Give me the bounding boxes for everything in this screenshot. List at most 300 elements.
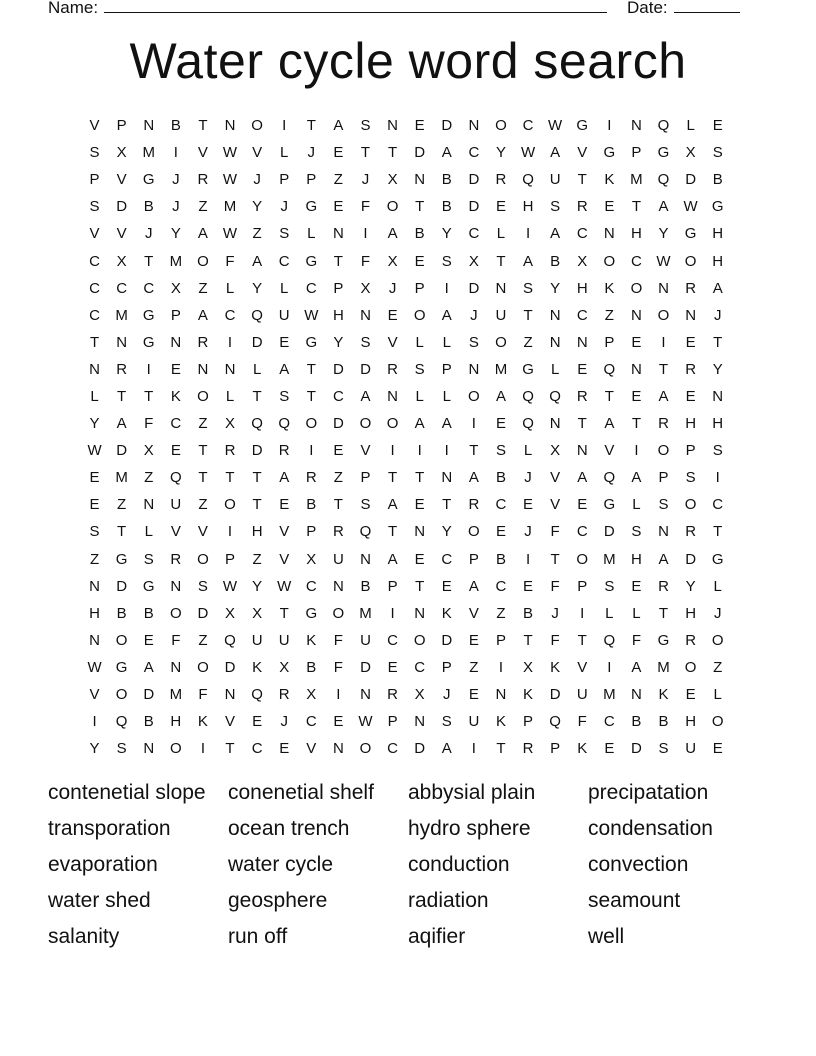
grid-letter: H [170,713,182,731]
word-list-item: seamount [588,889,681,912]
grid-letter: N [332,740,344,758]
grid-letter: S [143,550,154,568]
grid-letter: T [89,333,100,351]
grid-letter: X [116,252,127,270]
grid-letter: A [252,252,263,270]
grid-letter: T [658,604,669,622]
grid-letter: L [280,279,289,297]
grid-letter: L [144,523,153,541]
grid-letter: F [550,631,560,649]
grid-letter: I [363,225,368,243]
grid-letter: O [576,550,589,568]
grid-letter: Y [252,198,263,216]
grid-letter: T [658,360,669,378]
grid-letter: W [222,225,238,243]
grid-letter: B [441,198,452,216]
grid-letter: R [576,387,588,405]
grid-row [81,654,731,681]
grid-letter: T [604,387,614,405]
grid-letter: R [576,198,588,216]
grid-letter: R [197,333,209,351]
grid-letter: Q [115,713,128,731]
grid-letter: U [468,713,480,731]
grid-letter: X [414,686,425,704]
grid-letter: B [360,577,371,595]
grid-row [81,627,731,654]
grid-letter: W [277,577,292,595]
name-blank-line [104,0,607,13]
grid-letter: C [89,306,100,324]
grid-letter: D [197,604,209,622]
grid-letter: X [685,144,696,162]
grid-letter: E [387,658,398,676]
grid-letter: I [471,740,476,758]
grid-letter: D [251,442,263,460]
grid-letter: O [657,442,670,460]
grid-letter: V [550,469,561,487]
grid-letter: Z [469,658,479,676]
grid-letter: O [468,523,480,541]
letter-grid [81,112,731,762]
grid-letter: N [89,360,100,378]
grid-letter: A [333,117,344,135]
grid-letter: M [142,144,155,162]
grid-letter: Z [198,415,208,433]
grid-row [81,329,731,356]
grid-letter: A [441,740,452,758]
grid-letter: A [550,225,561,243]
grid-letter: V [116,225,127,243]
grid-letter: Y [441,225,452,243]
grid-letter: Z [333,171,343,189]
grid-row [81,546,731,573]
grid-letter: N [576,333,588,351]
grid-letter: Q [359,523,372,541]
grid-letter: E [495,523,506,541]
grid-letter: Y [252,577,263,595]
grid-letter: G [684,225,697,243]
grid-letter: B [495,469,506,487]
grid-letter: N [387,387,398,405]
grid-letter: A [414,415,425,433]
date-field [627,0,740,18]
grid-letter: Z [333,469,343,487]
grid-letter: W [222,171,238,189]
grid-letter: E [523,577,534,595]
grid-letter: J [172,171,180,189]
grid-letter: L [442,333,451,351]
grid-letter: X [387,252,398,270]
word-list-item: water shed [48,889,151,912]
grid-letter: S [197,577,208,595]
grid-letter: Y [333,333,344,351]
grid-letter: T [252,387,262,405]
grid-letter: T [144,252,154,270]
grid-letter: H [89,604,100,622]
grid-letter: V [116,171,127,189]
grid-letter: O [251,117,263,135]
grid-letter: E [468,686,479,704]
grid-letter: L [686,117,695,135]
grid-letter: A [604,415,615,433]
grid-letter: C [278,252,290,270]
grid-letter: X [279,658,290,676]
grid-letter: P [387,713,398,731]
grid-letter: K [604,171,615,189]
grid-letter: P [333,279,344,297]
grid-letter: I [471,415,476,433]
grid-letter: S [279,225,290,243]
grid-row [81,464,731,491]
grid-letter: F [550,577,560,595]
grid-letter: N [549,415,561,433]
grid-letter: L [415,387,424,405]
grid-letter: J [280,713,288,731]
grid-letter: R [278,686,290,704]
grid-letter: R [116,360,128,378]
grid-letter: C [251,740,263,758]
grid-letter: P [441,360,452,378]
grid-letter: S [523,279,534,297]
grid-letter: L [280,144,289,162]
grid-letter: T [306,387,316,405]
grid-letter: D [224,658,236,676]
grid-letter: V [577,658,588,676]
grid-letter: G [305,604,318,622]
grid-letter: O [684,658,697,676]
grid-letter: V [604,442,615,460]
grid-letter: V [387,333,398,351]
grid-letter: O [197,658,209,676]
grid-letter: E [631,333,642,351]
grid-letter: B [523,604,534,622]
grid-letter: N [414,523,426,541]
grid-letter: A [658,550,669,568]
grid-letter: T [225,469,235,487]
grid-letter: H [522,198,534,216]
grid-letter: B [170,117,181,135]
grid-letter: N [197,360,209,378]
grid-letter: A [631,658,642,676]
grid-letter: A [631,469,642,487]
grid-letter: C [712,496,724,514]
grid-letter: X [468,252,479,270]
grid-letter: P [468,550,479,568]
grid-letter: O [495,117,507,135]
grid-letter: W [304,306,319,324]
grid-letter: P [631,144,642,162]
grid-letter: N [495,279,507,297]
page-title: Water cycle word search [129,33,687,89]
grid-letter: C [305,713,317,731]
grid-letter: N [414,604,426,622]
grid-letter: O [657,306,670,324]
grid-letter: V [306,740,317,758]
grid-letter: N [658,523,669,541]
grid-letter: N [414,171,426,189]
grid-letter: S [89,144,100,162]
grid-letter: F [360,198,371,216]
grid-letter: N [549,333,561,351]
grid-letter: S [631,523,642,541]
grid-letter: V [279,550,290,568]
grid-letter: G [142,333,155,351]
grid-letter: A [577,469,588,487]
grid-letter: I [715,469,720,487]
grid-letter: W [222,577,238,595]
grid-letter: E [712,117,723,135]
grid-letter: A [658,198,669,216]
grid-letter: Q [657,117,670,135]
grid-letter: T [333,496,343,514]
grid-letter: C [170,415,182,433]
grid-letter: H [631,225,642,243]
grid-letter: N [631,686,642,704]
grid-letter: K [170,387,181,405]
grid-letter: X [252,604,263,622]
grid-letter: J [253,171,261,189]
grid-letter: L [225,387,235,405]
grid-letter: O [603,252,616,270]
grid-letter: K [306,631,317,649]
grid-letter: F [631,631,641,649]
grid-letter: E [523,496,534,514]
word-list-item: water cycle [228,853,334,876]
date-blank-line [674,0,740,13]
grid-letter: D [603,523,615,541]
grid-letter: Y [685,577,696,595]
word-list [48,778,788,952]
grid-letter: M [115,469,128,487]
grid-row [81,681,731,708]
grid-letter: B [658,713,669,731]
grid-row [81,247,731,274]
grid-letter: M [169,686,183,704]
grid-row [81,518,731,545]
grid-letter: O [684,252,697,270]
grid-letter: E [279,333,290,351]
grid-letter: N [631,360,642,378]
grid-letter: U [360,631,371,649]
grid-letter: I [525,225,531,243]
grid-letter: N [495,686,507,704]
grid-letter: K [577,740,588,758]
grid-letter: X [523,658,534,676]
grid-letter: W [87,658,102,676]
grid-letter: C [387,740,398,758]
grid-letter: N [712,387,724,405]
grid-letter: C [305,577,317,595]
word-list-item: run off [228,925,288,948]
grid-letter: F [360,252,371,270]
grid-letter: A [441,415,452,433]
grid-letter: D [116,577,128,595]
grid-letter: O [197,252,209,270]
grid-letter: K [604,279,615,297]
word-list-item: condensation [588,817,713,840]
grid-letter: N [631,306,642,324]
grid-letter: E [170,442,181,460]
grid-letter: B [143,604,154,622]
grid-letter: I [390,442,395,460]
grid-letter: C [495,496,507,514]
grid-letter: P [170,306,181,324]
grid-letter: O [224,496,236,514]
word-list-item: well [588,925,625,948]
grid-letter: Z [252,550,262,568]
grid-letter: T [469,442,479,460]
grid-letter: X [225,604,236,622]
grid-letter: D [414,144,426,162]
grid-letter: P [577,577,588,595]
word-list-item: precipatation [588,781,709,804]
grid-letter: W [222,144,238,162]
grid-row [81,166,731,193]
grid-letter: Z [198,279,208,297]
grid-letter: V [197,523,208,541]
grid-letter: T [360,144,371,162]
word-list-item: conenetial shelf [228,781,374,804]
grid-letter: E [414,252,425,270]
grid-letter: D [685,550,697,568]
grid-letter: S [604,577,615,595]
grid-letter: B [550,252,561,270]
grid-letter: V [197,144,208,162]
grid-letter: U [332,550,344,568]
grid-letter: N [170,658,182,676]
grid-letter: C [89,279,100,297]
grid-letter: W [87,442,102,460]
grid-letter: U [278,631,290,649]
grid-letter: W [358,713,373,731]
grid-letter: A [468,577,479,595]
grid-letter: I [92,713,97,731]
grid-letter: G [115,550,128,568]
grid-letter: E [333,198,344,216]
grid-letter: K [441,604,452,622]
grid-letter: I [282,117,287,135]
grid-letter: D [332,360,344,378]
grid-letter: E [577,360,588,378]
grid-letter: C [468,225,480,243]
grid-letter: B [631,713,642,731]
grid-letter: I [607,658,612,676]
grid-letter: J [713,306,722,324]
grid-letter: C [576,306,588,324]
grid-letter: D [468,279,480,297]
grid-letter: U [278,306,290,324]
grid-letter: R [658,577,669,595]
grid-letter: N [332,577,344,595]
grid-letter: G [603,496,616,514]
grid-letter: E [685,387,696,405]
grid-letter: B [712,171,723,189]
grid-letter: W [520,144,536,162]
grid-letter: H [685,604,697,622]
grid-letter: O [413,306,426,324]
grid-letter: L [523,442,533,460]
grid-letter: D [441,631,453,649]
grid-letter: T [550,550,560,568]
grid-letter: I [525,550,531,568]
grid-letter: M [115,306,128,324]
grid-letter: V [252,144,263,162]
grid-letter: V [170,523,181,541]
grid-letter: M [603,550,616,568]
grid-letter: N [170,577,182,595]
grid-letter: L [496,225,506,243]
grid-letter: S [360,333,371,351]
grid-letter: D [251,333,263,351]
grid-letter: T [333,252,343,270]
grid-letter: Q [278,415,291,433]
grid-letter: R [224,442,236,460]
grid-letter: S [279,387,290,405]
grid-letter: E [604,740,615,758]
grid-letter: N [549,306,561,324]
word-list-item: evaporation [48,853,158,876]
grid-letter: A [197,225,208,243]
grid-letter: C [631,252,642,270]
grid-letter: K [523,686,534,704]
grid-letter: C [522,117,534,135]
grid-letter: M [603,686,616,704]
grid-letter: T [415,577,425,595]
grid-letter: O [332,604,345,622]
grid-letter: U [549,171,561,189]
grid-letter: S [360,496,371,514]
grid-letter: I [309,442,314,460]
grid-letter: I [580,604,585,622]
grid-letter: O [386,415,399,433]
grid-letter: N [468,117,480,135]
grid-letter: O [359,415,372,433]
grid-letter: G [522,360,534,378]
grid-letter: R [305,469,317,487]
grid-letter: G [115,658,128,676]
grid-letter: L [90,387,99,405]
grid-letter: Q [251,306,263,324]
grid-letter: S [712,144,723,162]
grid-letter: U [495,306,507,324]
grid-letter: T [415,198,425,216]
grid-letter: L [252,360,262,378]
grid-letter: N [224,686,236,704]
grid-letter: E [387,306,398,324]
grid-letter: A [360,387,371,405]
grid-letter: Z [496,604,506,622]
grid-letter: I [634,442,639,460]
grid-letter: R [685,631,697,649]
grid-letter: C [224,306,236,324]
grid-letter: J [713,604,722,622]
grid-letter: C [603,713,615,731]
grid-letter: Y [252,279,263,297]
grid-letter: S [468,333,479,351]
grid-letter: J [307,144,316,162]
grid-letter: H [576,279,588,297]
grid-letter: E [414,550,425,568]
grid-row [81,302,731,329]
grid-letter: R [658,415,669,433]
grid-letter: V [89,686,100,704]
grid-letter: N [143,496,155,514]
grid-letter: D [468,171,480,189]
grid-letter: Z [144,469,154,487]
grid-letter: F [333,631,343,649]
grid-letter: Q [549,387,561,405]
grid-letter: R [685,360,697,378]
